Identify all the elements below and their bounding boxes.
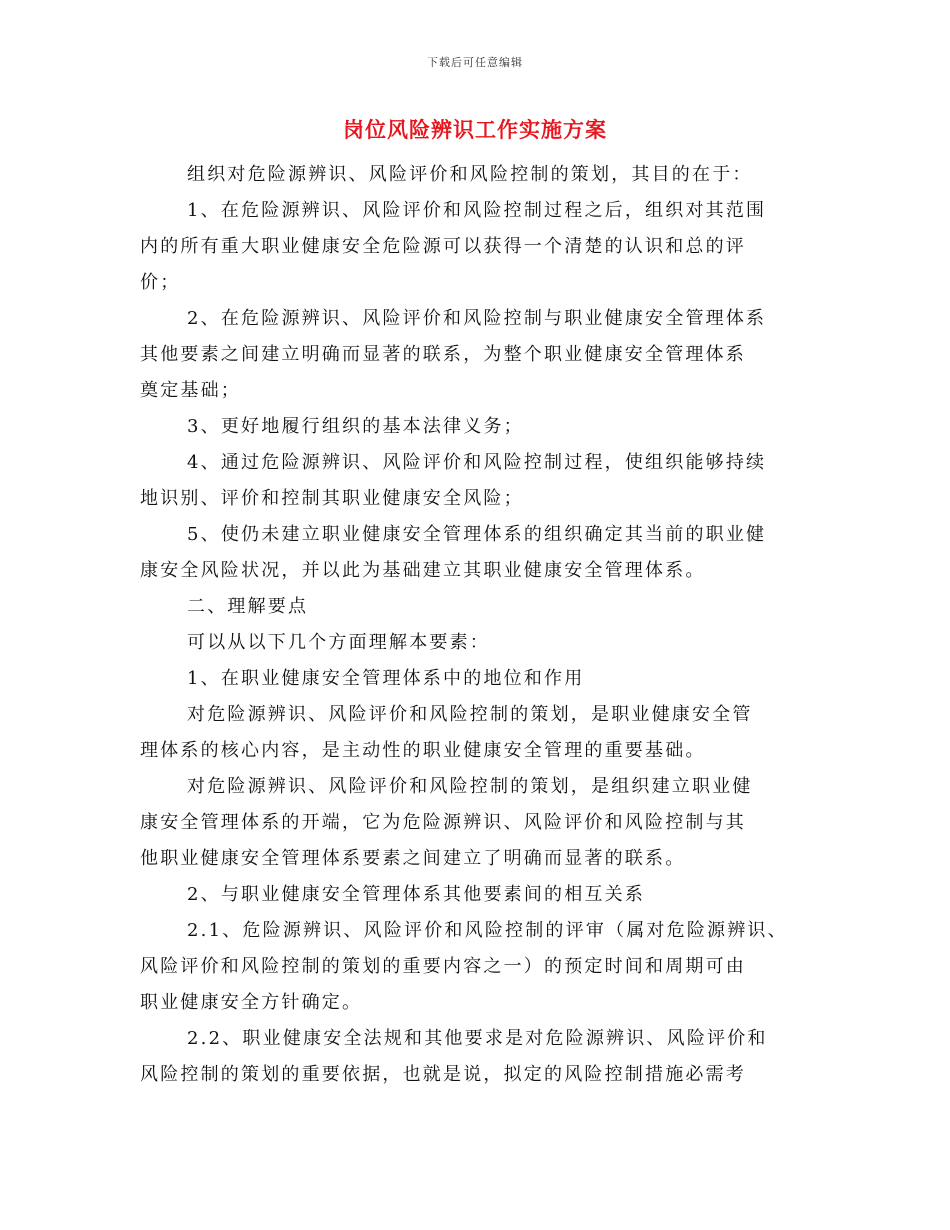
paragraph-line: 二、理解要点 [187,596,309,617]
paragraph-line: 2.1、危险源辨识、风险评价和风险控制的评审（属对危险源辨识、 [187,920,788,941]
paragraph [140,913,830,1021]
paragraph-line: 2.2、职业健康安全法规和其他要求是对危险源辨识、风险评价和 [187,1028,768,1049]
paragraph-line: 1、在职业健康安全管理体系中的地位和作用 [187,668,585,689]
paragraph [140,517,830,589]
paragraph [140,877,830,913]
paragraph [140,193,830,301]
paragraph-line: 其他要素之间建立明确而显著的联系，为整个职业健康安全管理体系 [140,344,746,365]
paragraph-line: 3、更好地履行组织的基本法律义务； [187,416,524,437]
paragraph [140,625,830,661]
paragraph [140,1021,830,1093]
paragraph-line: 内的所有重大职业健康安全危险源可以获得一个清楚的认识和总的评 [140,236,746,257]
paragraph-line: 职业健康安全方针确定。 [140,992,363,1013]
paragraph-line: 他职业健康安全管理体系要素之间建立了明确而显著的联系。 [140,848,686,869]
paragraph [140,157,830,193]
paragraph-line: 2、在危险源辨识、风险评价和风险控制与职业健康安全管理体系 [187,308,767,329]
paragraph-line: 理体系的核心内容，是主动性的职业健康安全管理的重要基础。 [140,740,706,761]
paragraph [140,445,830,517]
paragraph-line: 对危险源辨识、风险评价和风险控制的策划，是组织建立职业健 [187,776,753,797]
document-body [140,157,830,1093]
paragraph-line: 1、在危险源辨识、风险评价和风险控制过程之后，组织对其范围 [187,200,767,221]
paragraph-line: 2、与职业健康安全管理体系其他要素间的相互关系 [187,884,646,905]
paragraph-line: 风险评价和风险控制的策划的重要内容之一）的预定时间和周期可由 [140,956,746,977]
paragraph [140,769,830,877]
paragraph-line: 康安全管理体系的开端，它为危险源辨识、风险评价和风险控制与其 [140,812,746,833]
paragraph-line: 可以从以下几个方面理解本要素： [187,632,490,653]
paragraph [140,661,830,697]
paragraph [140,697,830,769]
paragraph [140,409,830,445]
paragraph [140,301,830,409]
paragraph-line: 4、通过危险源辨识、风险评价和风险控制过程，使组织能够持续 [187,452,767,473]
header-note: 下载后可任意编辑 [427,56,523,69]
paragraph-line: 对危险源辨识、风险评价和风险控制的策划，是职业健康安全管 [187,704,753,725]
paragraph-line: 价； [140,272,181,293]
paragraph-line: 组织对危险源辨识、风险评价和风险控制的策划，其目的在于： [187,164,753,185]
paragraph-line: 奠定基础； [140,380,241,401]
paragraph-line: 康安全风险状况，并以此为基础建立其职业健康安全管理体系。 [140,560,706,581]
section-heading [140,589,830,625]
paragraph-line: 地识别、评价和控制其职业健康安全风险； [140,488,524,509]
paragraph-line: 5、使仍未建立职业健康安全管理体系的组织确定其当前的职业健 [187,524,767,545]
document-title: 岗位风险辨识工作实施方案 [343,117,607,142]
paragraph-line: 风险控制的策划的重要依据，也就是说，拟定的风险控制措施必需考 [140,1064,746,1085]
